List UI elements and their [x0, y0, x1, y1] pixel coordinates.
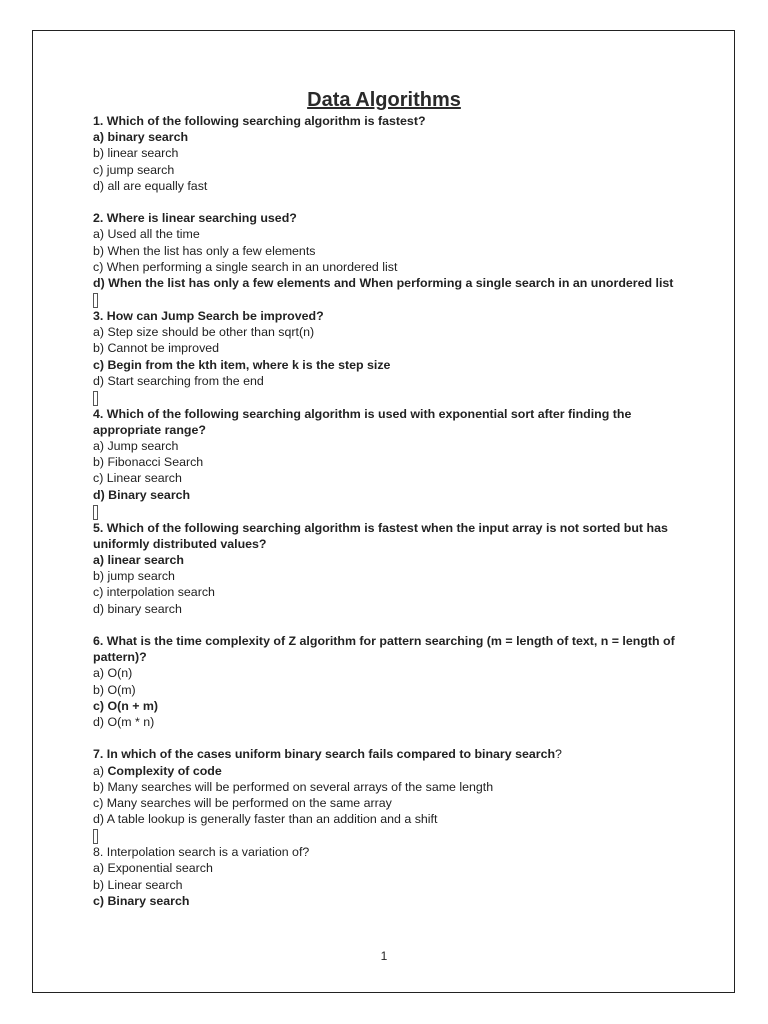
question-3: 3. How can Jump Search be improved? [93, 308, 324, 323]
quiz-content [93, 113, 693, 909]
box-glyph-icon [93, 505, 98, 520]
q4-option-a: a) Jump search [93, 439, 179, 454]
question-4: 4. Which of the following searching algorithm is used with exponential sort after finding the appropriate range? [93, 406, 632, 437]
question-7-mark: ? [555, 747, 562, 762]
q7-option-b: b) Many searches will be performed on several arrays of the same length [93, 779, 494, 794]
question-7-line [93, 746, 693, 762]
q1-option-c: c) jump search [93, 162, 175, 177]
spacer [93, 194, 693, 210]
q2-option-c: c) When performing a single search in an unordered list [93, 259, 398, 274]
q7-option-c: c) Many searches will be performed on the same array [93, 796, 392, 811]
q7-option-a-line [93, 763, 693, 779]
q7-option-a: Complexity of code [107, 763, 222, 778]
q6-option-a: a) O(n) [93, 666, 133, 681]
question-5: 5. Which of the following searching algorithm is fastest when the input array is not sorted but has uniformly distributed values? [93, 520, 668, 551]
q4-option-c: c) Linear search [93, 471, 182, 486]
q4-option-d: d) Binary search [93, 487, 191, 502]
q2-option-a: a) Used all the time [93, 227, 200, 242]
q5-option-a: a) linear search [93, 553, 184, 568]
q5-option-b: b) jump search [93, 569, 175, 584]
q5-option-c: c) interpolation search [93, 585, 215, 600]
q1-option-d: d) all are equally fast [93, 178, 208, 193]
q7-option-d: d) A table lookup is generally faster than an addition and a shift [93, 812, 438, 827]
q1-option-a: a) binary search [93, 130, 189, 145]
q3-option-b: b) Cannot be improved [93, 341, 220, 356]
question-8: 8. Interpolation search is a variation of? [93, 845, 310, 860]
q6-option-b: b) O(m) [93, 682, 136, 697]
question-2: 2. Where is linear searching used? [93, 211, 297, 226]
question-6: 6. What is the time complexity of Z algorithm for pattern searching (m = length of text, n = length of pattern)? [93, 634, 675, 665]
placeholder-box [93, 291, 693, 308]
spacer [93, 730, 693, 746]
q3-option-d: d) Start searching from the end [93, 373, 264, 388]
page-title: Data Algorithms [307, 89, 461, 111]
q7-option-a-prefix: a) [93, 763, 108, 778]
placeholder-box [93, 827, 693, 844]
q6-option-c: c) O(n + m) [93, 698, 159, 713]
question-7: 7. In which of the cases uniform binary search fails compared to binary search [93, 747, 556, 762]
box-glyph-icon [93, 829, 98, 844]
question-1: 1. Which of the following searching algorithm is fastest? [93, 114, 426, 128]
q2-option-b: b) When the list has only a few elements [93, 243, 316, 258]
q8-option-c: c) Binary search [93, 893, 190, 908]
box-glyph-icon [93, 391, 98, 406]
q5-option-d: d) binary search [93, 601, 182, 616]
q3-option-c: c) Begin from the kth item, where k is the step size [93, 357, 391, 372]
placeholder-box [93, 389, 693, 406]
page-number: 1 [380, 949, 388, 963]
placeholder-box [93, 503, 693, 520]
q8-option-a: a) Exponential search [93, 861, 213, 876]
q4-option-b: b) Fibonacci Search [93, 455, 204, 470]
q6-option-d: d) O(m * n) [93, 715, 155, 730]
q8-option-b: b) Linear search [93, 877, 183, 892]
box-glyph-icon [93, 293, 98, 308]
q1-option-b: b) linear search [93, 146, 179, 161]
spacer [93, 617, 693, 633]
q3-option-a: a) Step size should be other than sqrt(n) [93, 325, 315, 340]
q2-option-d: d) When the list has only a few elements and When performing a single search in an unordered list [93, 276, 674, 291]
